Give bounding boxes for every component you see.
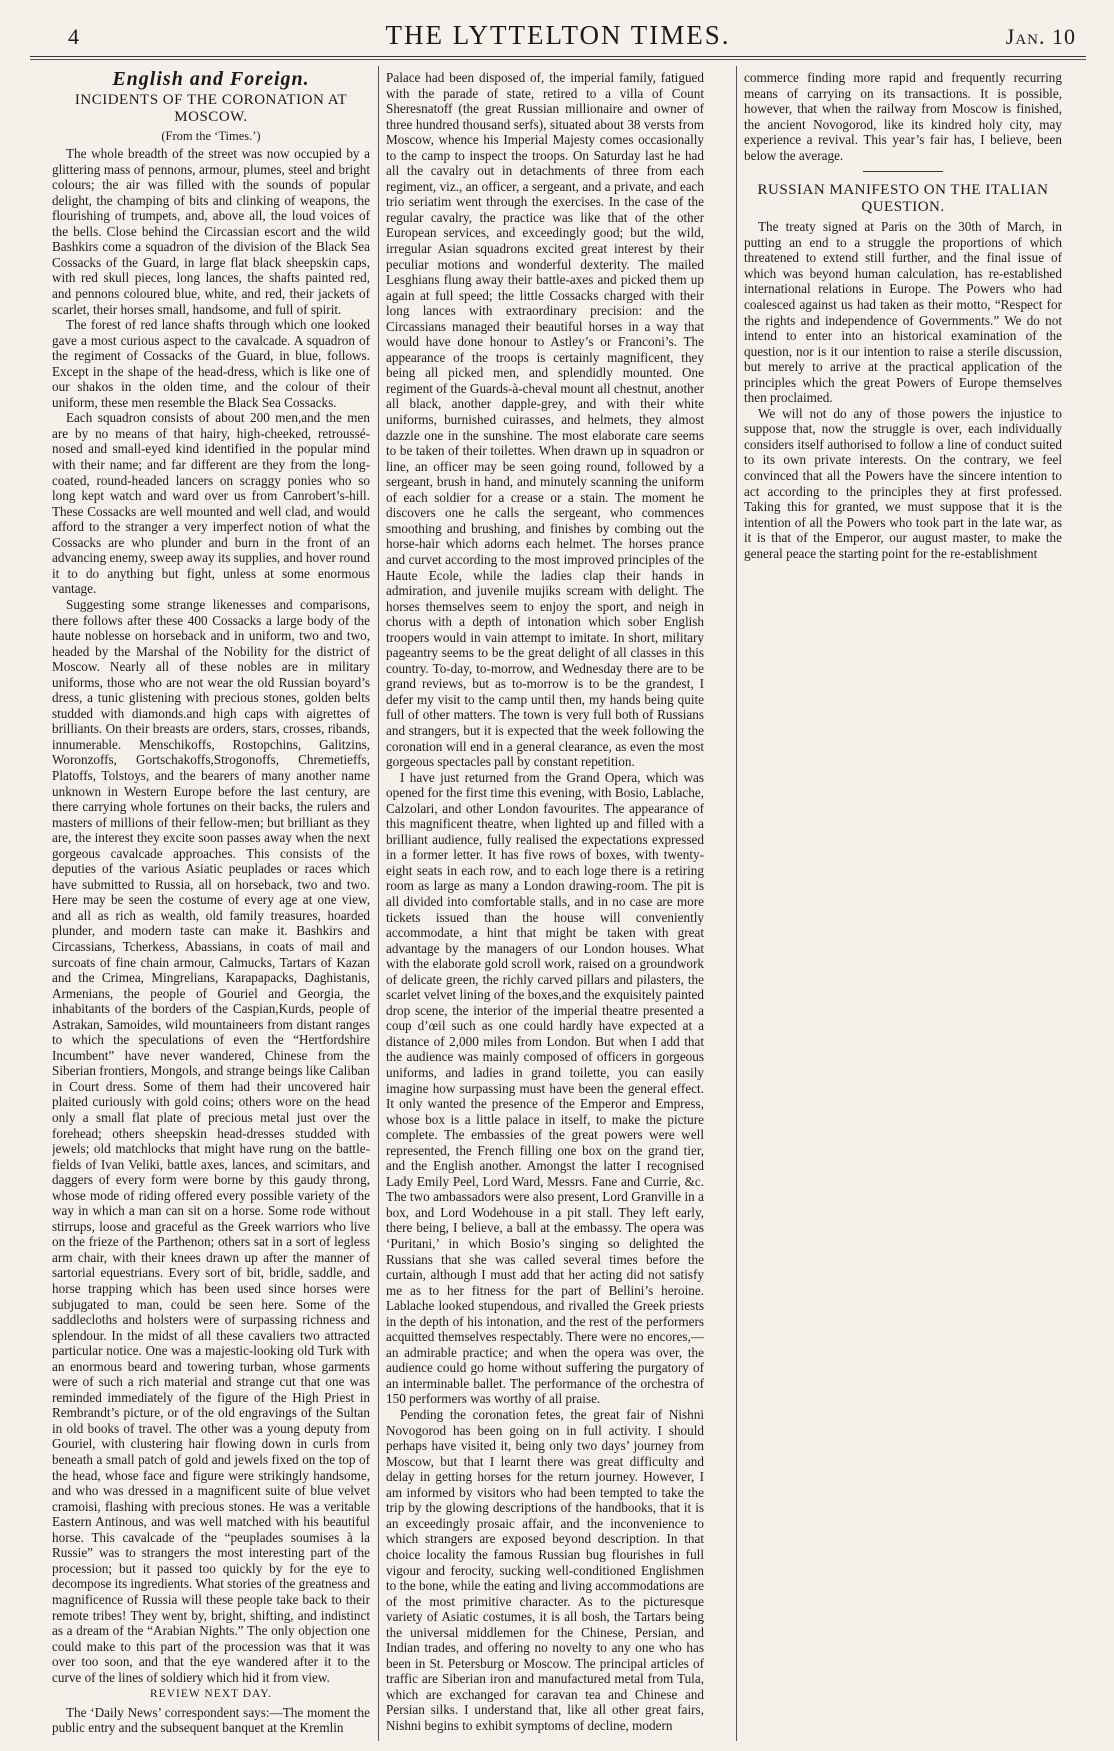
column-2: [386, 70, 704, 1740]
paragraph: The whole breadth of the street was now occupied by a glittering mass of pennons, armour, plumes, steel and bright colours; the air was filled with the sounds of popular delight, the champing of bits and clinking of weapons, the flourishing of trumpets, and, above all, the loud voices of the bells. Close behind the Circassian escort and the wild Bashkirs come a squadron of the division of the Black Sea Cossacks of the Guard, in large flat black sheepskin caps, with red skull pieces, long lances, the shafts painted red, and pennons coloured blue, white, and red, their jackets of scarlet, their horses small, handsome, and full of spirit.: [52, 146, 370, 317]
column-divider: [378, 66, 379, 1741]
paragraph: Suggesting some strange likenesses and comparisons, there follows after these 400 Cossacks a large body of the haute noblesse on horseback and in uniform, two and two, headed by the Marshal of the Nobility for the district of Moscow. Nearly all of these nobles are in military uniforms, those who are not wear the old Russian boyard’s dress, a tunic glistening with precious stones, golden belts studded with diamonds.and high caps with aigrettes of brilliants. On their breasts are orders, stars, crosses, ribands, innumerable. Menschikoffs, Rostopchins, Galitzins, Woronzoffs, Gortschakoffs,Strogonoffs, Chremetieffs, Platoffs, Tolstoys, and the bearers of many another name unknown in Western Europe before the last century, are there carrying whole fortunes on their backs, the rulers and masters of millions of their fellow-men; but brilliant as they are, the interest they excite soon passes away when the next gorgeous cavalcade approaches. This consists of the deputies of the various Asiatic peuplades or races which have submitted to Russia, all on horseback, two and two. Here may be seen the costume of every age at one view, and all as rich as wealth, old family treasures, hoarded plunder, and modern taste can make it. Bashkirs and Circassians, Tcherkess, Abassians, in coats of mail and surcoats of fine chain armour, Calmucks, Tartars of Kazan and the Crimea, Mingrelians, Karapapacks, Daghistanis, Armenians, the people of Gouriel and Georgia, the inhabitants of the borders of the Caspian,Kurds, people of Astrakan, Samoides, wild mountaineers from distant ranges to which the speculations of even the “Hertfordshire Incumbent” have never wandered, Chinese from the Siberian frontiers, Mongols, and strange beings like Caliban in Court dress. Some of them had their uncovered hair plaited curiously with gold coins; others wore on the head only a small flat plate of precious metal just over the forehead; others sheepskin head-dresses studded with jewels; old matchlocks that might have rung on the battle-fields of Ivan Veliki, battle axes, lances, and scimitars, and daggers of every form were borne by this gaudy throng, whose mode of riding offered every possible variety of the way in which a man can sit on a horse. Some rode without stirrups, loose and graceful as the Greek warriors who live on the frieze of the Parthenon; others sat in a sort of legless arm chair, with their knees drawn up after the manner of sartorial equestrians. Every sort of bit, bridle, saddle, and horse trapping which has been used since horses were subjugated to man, could be seen here. Some of the saddlecloths and holsters were of surpassing richness and splendour. In the midst of all these cavaliers two attracted particular notice. One was a majestic-looking old Turk with an enormous beard and towering turban, whose garments were of such a rich material and strange cut that one was reminded immediately of the figure of the High Priest in Rembrandt’s picture, or of the old engravings of the Sultan in old books of travel. The other was a young deputy from Gouriel, with clustering hair flowing down in curls from beneath a small patch of gold and jewels fixed on the top of the head, whose face and figure were strikingly handsome, and who was dressed in a magnificent suite of blue velvet cramoisi, flashing with precious stones. He was a veritable Eastern Antinous, and was well matched with his beautiful horse. This cavalcade of the “peuplades soumises à la Russie” was to strangers the most interesting part of the procession; but it passed too quickly by for the eye to decompose its ingredients. What stories of the greatness and magnificence of Russia will these people take back to their remote tribes! They went by, bright, shifting, and indistinct as a dream of the “Arabian Nights.” The only objection one could make to this part of the procession was that it was over too soon, and that the eye wandered after it to the curve of the lines of soldiery which hid it from view.: [52, 596, 370, 1685]
paragraph: Each squadron consists of about 200 men,and the men are by no means of that hairy, high-cheeked, retroussé-nosed and small-eyed kind identified in the popular mind with their name; and far different are they from the long-coated, round-headed lancers on scraggy ponies who so long kept watch and ward over us from Canrobert’s-hill. These Cossacks are well mounted and well clad, and would afford to the stranger a very imperfect notion of what the Cossacks are who plunder and burn in the front of an advancing enemy, sweep away its supplies, and hover round it to do anything but fight, unless at some enormous vantage.: [52, 410, 370, 597]
article-headline: INCIDENTS OF THE CORONATION AT MOSCOW.: [74, 91, 348, 125]
subheading: REVIEW NEXT DAY.: [150, 1688, 272, 1701]
paragraph: The forest of red lance shafts through which one looked gave a most curious aspect to the cavalcade. A squadron of the regiment of Cossacks of the Guard, in blue, follows. Except in the shape of the head-dress, which is like one of our shakos in the olden time, and the colour of their uniform, these men resemble the Black Sea Cossacks.: [52, 317, 370, 410]
column-divider: [736, 66, 737, 1741]
paragraph-continued: commerce finding more rapid and frequently recurring means of carrying on its transactions. It is possible, however, that when the railway from Moscow is finished, the ancient Novogorod, like its kindred holy city, may experience a revival. This year’s fair has, I believe, been below the average.: [744, 70, 1062, 163]
paragraph: We will not do any of those powers the injustice to suppose that, now the struggle is over, each individually considers itself authorised to follow a line of conduct suited to its own private interests. On the contrary, we feel convinced that all the Powers have the sincere intention to act according to the principles they at first professed. Taking this for granted, we must suppose that it is the intention of all the Powers who took part in the late war, as it is that of the Emperor, our august master, to make the general peace the starting point for the re-establishment: [744, 405, 1062, 561]
paragraph: The treaty signed at Paris on the 30th of March, in putting an end to a struggle the proportions of which threatened to extend still further, and the final issue of which was beyond human calculation, has re-established international relations in Europe. The Powers who had coalesced against us had taken as their motto, “Respect for the rights and independence of Governments.” We do not intend to enter into an historical examination of the question, nor is it our intention to raise a sterile discussion, but merely to arrive at the practical application of the principles which the great Powers of Europe themselves then proclaimed.: [744, 219, 1062, 406]
column-3: [744, 70, 1062, 1740]
column-1: [52, 68, 370, 1738]
paragraph-continued: Palace had been disposed of, the imperial family, fatigued with the parade of state, retired to a villa of Count Sheresnatoff (the great Russian millionaire and owner of three hundred thousand serfs), situated about 38 versts from Moscow, whence his Imperial Majesty comes occasionally to the camp to inspect the troops. On Saturday last he had all the cavalry out in detachments of three from each regiment, viz., an officer, a sergeant, and a private, and each trio seriatim went through the exercises. In the case of the regular cavalry, the practice was like that of the other European services, and exceedingly good; but the wild, irregular Asian squadrons excited great interest by their peculiar motions and wonderful dexterity. The mailed Lesghians flung away their battle-axes and picked them up again at full speed; the little Cossacks charged with their long lances with extraordinary precision: and the Circassians managed their beautiful horses in a way that would have done honour to Astley’s or Franconi’s. The appearance of the troops is certainly magnificent, they being all picked men, and splendidly mounted. One regiment of the Guards-à-cheval mount all chestnut, another all black, another dapple-grey, and with their white uniforms, burnished cuirasses, and helmets, they almost dazzle one in the sunshine. The most elaborate care seems to be taken of their toilettes. When drawn up in squadron or line, an officer may be seen going round, followed by a sergeant, brush in hand, and minutely scanning the uniform of each soldier for a crease or a stain. The moment he discovers one he calls the sergeant, who commences smoothing and brushing, and finishes by combing out the horse-hair which adorns each helmet. The horses prance and curvet according to the most improved principles of the Haute Ecole, while the ladies clap their hands in admiration, and juvenile mujiks scream with delight. The horses themselves seem to enjoy the sport, and neigh in chorus with a depth of intonation which sober English troopers would in vain attempt to imitate. In short, military pageantry seems to be the great delight of all classes in this country. To-day, to-morrow, and Wednesday there are to be grand reviews, but as to-morrow is to be the grandest, I defer my visit to the camp until then, my hands being quite full of other matters. The town is very full both of Russians and strangers, but it is expected that the week following the coronation will end in a general clearance, as even the most gorgeous spectacles pall by constant repetition.: [386, 70, 704, 770]
article-headline: RUSSIAN MANIFESTO ON THE ITALIAN QUESTION.: [757, 182, 1049, 216]
paragraph: Pending the coronation fetes, the great fair of Nishni Novogorod has been going on in full activity. I should perhaps have visited it, being only two days’ journey from Moscow, but that I learnt there was great difficulty and delay in getting horses for the return journey. However, I am informed by visitors who had been tempted to take the trip by the glowing descriptions of the handbooks, that it is an exceedingly prosaic affair, and the inconvenience to which strangers are exposed beyond description. In that choice locality the famous Russian bug flourishes in full vigour and ferocity, sucking well-conditioned Englishmen to the bone, while the eating and living accommodations are of the most primitive character. As to the picturesque variety of Asiatic costumes, it is all bosh, the Tartars being the universal middlemen for the Chinese, Persian, and Indian trades, and offering no novelty to any one who has been in St. Petersburg or Moscow. The principal articles of traffic are Siberian iron and manufactured metal from Tula, which are exchanged for caravan tea and Chinese and Persian silks. I understand that, like all other great fairs, Nishni begins to exhibit symptoms of decline, modern: [386, 1407, 704, 1733]
paragraph: I have just returned from the Grand Opera, which was opened for the first time this evening, with Bosio, Lablache, Calzolari, and other London favourites. The appearance of this magnificent theatre, when lighted up and filled with a brilliant audience, fully realised the expectations expressed in a former letter. It has five rows of boxes, with twenty-eight seats in each row, and to each loge there is a retiring room as large as many a London drawing-room. The pit is all divided into comfortable stalls, and in no case are more tickets issued than the house will conveniently accommodate, a hint that might be taken with great advantage by the managers of our London houses. What with the elaborate gold scroll work, raised on a groundwork of delicate green, the richly carved pillars and pilasters, the scarlet velvet lining of the boxes,and the exquisitely painted drop scene, the interior of the imperial theatre presented a coup d’œil such as one could hardly have expected at a distance of 2,000 miles from London. But when I add that the audience was mainly composed of officers in gorgeous uniforms, and ladies in grand toilette, you can easily imagine how surpassing must have been the general effect. It only wanted the presence of the Emperor and Empress, whose box is a little palace in itself, to make the picture complete. The embassies of the great powers were well represented, the French filling one box on the grand tier, and the English another. Amongst the latter I recognised Lady Emily Peel, Lord Ward, Messrs. Fane and Currie, &c. The two ambassadors were also present, Lord Granville in a box, and Lord Wodehouse in a pit stall. They left early, there being, I believe, a ball at the embassy. The opera was ‘Puritani,’ in which Bosio’s singing so delighted the Russians that she was called several times before the curtain, although I must add that her acting did not satisfy me as to her fitness for the part of Bellini’s heroine. Lablache looked stupendous, and rivalled the Greek priests in the depth of his intonation, and the rest of the performers acquitted themselves respectably. There were no encores,—an admirable practice; and when the opera was over, the audience could go home without suffering the purgatory of an interminable ballet. The performance of the orchestra of 150 performers was worthy of all praise.: [386, 769, 704, 1407]
article-divider: [863, 171, 943, 172]
article-source: (From the ‘Times.’): [161, 128, 261, 143]
page-number: 4: [68, 24, 79, 49]
masthead: [30, 20, 1086, 54]
section-title: English and Foreign.: [112, 68, 310, 90]
issue-date: Jan. 10: [1005, 24, 1076, 49]
newspaper-title: THE LYTTELTON TIMES.: [385, 20, 731, 50]
paragraph: The ‘Daily News’ correspondent says:—The moment the public entry and the subsequent banquet at the Kremlin: [52, 1704, 370, 1736]
masthead-rule: [30, 56, 1086, 60]
